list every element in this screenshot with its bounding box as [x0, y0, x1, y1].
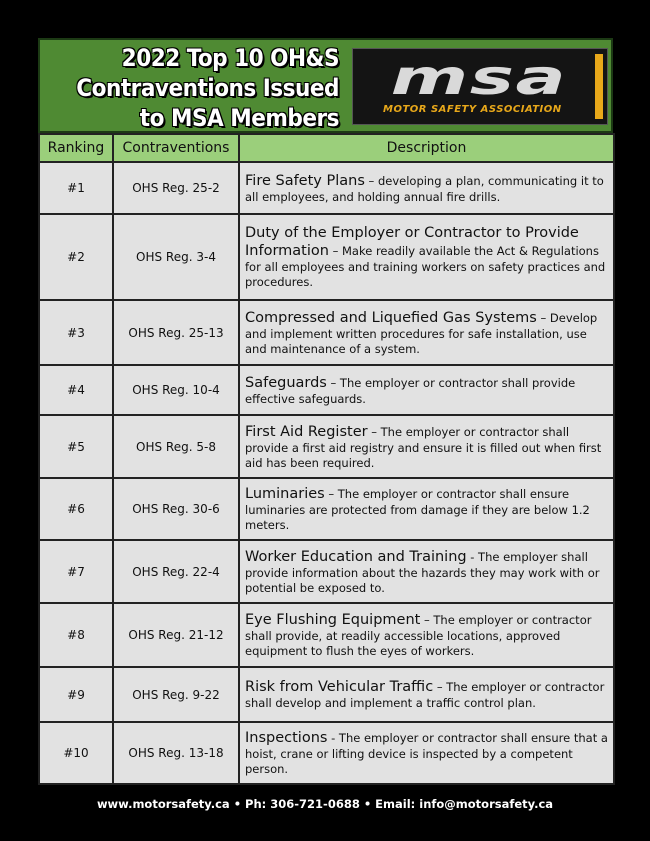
table-row	[39, 365, 614, 415]
description-cell	[239, 162, 614, 214]
rank-cell: #9	[39, 667, 113, 722]
regulation-cell: OHS Reg. 3-4	[113, 214, 239, 300]
description-title: Duty of the Employer or Contractor to Provide Information	[245, 225, 579, 259]
rank-cell: #2	[39, 214, 113, 300]
table-row	[39, 540, 614, 603]
description-text: – Develop and implement written procedures for safe installation, use and maintenance of a system.	[245, 310, 598, 356]
table-row	[39, 667, 614, 722]
description-text: – The employer or contractor shall provide, at readily accessible locations, approved equipment to flush the eyes of workers.	[245, 613, 592, 658]
rank-cell: #4	[39, 365, 113, 415]
rank-cell: #6	[39, 478, 113, 540]
title-line-1: 2022 Top 10 OH&S	[121, 44, 339, 72]
description-text: – The employer or contractor shall develop and implement a traffic control plan.	[245, 680, 605, 710]
page-title	[76, 43, 339, 133]
document	[38, 38, 613, 785]
msa-logo	[352, 48, 608, 125]
rank-cell: #7	[39, 540, 113, 603]
description-cell	[239, 603, 614, 667]
description-text: – Make readily available the Act & Regulations for all employees and training workers on safety practices and procedures.	[245, 244, 606, 289]
logo-accent-bar	[595, 54, 603, 119]
table-row	[39, 214, 614, 300]
description-text: – The employer or contractor shall provide a first aid registry and ensure it is filled out when first aid has been required.	[245, 424, 602, 470]
description-title: First Aid Register	[245, 423, 368, 440]
title-line-2: Contraventions Issued	[76, 74, 339, 102]
description-title: Inspections	[245, 730, 328, 746]
table-row	[39, 478, 614, 540]
table-row	[39, 300, 614, 365]
logo-mark: msa	[390, 50, 568, 106]
column-header-description: Description	[239, 134, 614, 162]
description-title: Luminaries	[245, 486, 325, 502]
column-header-ranking: Ranking	[39, 134, 113, 162]
description-title: Safeguards	[245, 374, 327, 391]
description-cell	[239, 365, 614, 415]
description-text: – The employer or contractor shall ensure luminaries are protected from damage if they are below 1.2 meters.	[245, 487, 590, 532]
rank-cell: #5	[39, 415, 113, 478]
regulation-cell: OHS Reg. 5-8	[113, 415, 239, 478]
table-row	[39, 722, 614, 784]
description-text: – The employer or contractor shall provide effective safeguards.	[245, 375, 576, 406]
description-cell	[239, 300, 614, 365]
regulation-cell: OHS Reg. 22-4	[113, 540, 239, 603]
rank-cell: #1	[39, 162, 113, 214]
description-cell	[239, 722, 614, 784]
contact-footer: www.motorsafety.ca • Ph: 306-721-0688 • Email: info@motorsafety.ca	[96, 797, 554, 811]
description-title: Compressed and Liquefied Gas Systems	[245, 309, 537, 326]
regulation-cell: OHS Reg. 30-6	[113, 478, 239, 540]
description-cell	[239, 478, 614, 540]
title-banner	[38, 38, 613, 133]
description-cell	[239, 667, 614, 722]
description-title: Worker Education and Training	[245, 548, 467, 565]
table-row	[39, 415, 614, 478]
regulation-cell: OHS Reg. 25-2	[113, 162, 239, 214]
description-title: Eye Flushing Equipment	[245, 612, 421, 628]
regulation-cell: OHS Reg. 25-13	[113, 300, 239, 365]
description-cell	[239, 415, 614, 478]
description-title: Risk from Vehicular Traffic	[245, 679, 434, 695]
description-cell	[239, 540, 614, 603]
logo-tagline: MOTOR SAFETY ASSOCIATION	[383, 104, 562, 115]
description-text: – developing a plan, communicating it to all employees, and holding annual fire drills.	[245, 173, 604, 204]
title-line-3: to MSA Members	[139, 104, 339, 132]
regulation-cell: OHS Reg. 21-12	[113, 603, 239, 667]
contraventions-table	[38, 133, 615, 785]
regulation-cell: OHS Reg. 10-4	[113, 365, 239, 415]
table-row	[39, 603, 614, 667]
rank-cell: #10	[39, 722, 113, 784]
description-title: Fire Safety Plans	[245, 172, 365, 189]
description-text: - The employer or contractor shall ensure that a hoist, crane or lifting device is inspected by a competent person.	[245, 731, 608, 776]
regulation-cell: OHS Reg. 9-22	[113, 667, 239, 722]
column-header-contraventions: Contraventions	[113, 134, 239, 162]
table-header-row	[39, 134, 614, 162]
regulation-cell: OHS Reg. 13-18	[113, 722, 239, 784]
rank-cell: #8	[39, 603, 113, 667]
rank-cell: #3	[39, 300, 113, 365]
table-row	[39, 162, 614, 214]
description-text: - The employer shall provide information about the hazards they may work with or potential be exposed to.	[245, 549, 600, 595]
description-cell	[239, 214, 614, 300]
